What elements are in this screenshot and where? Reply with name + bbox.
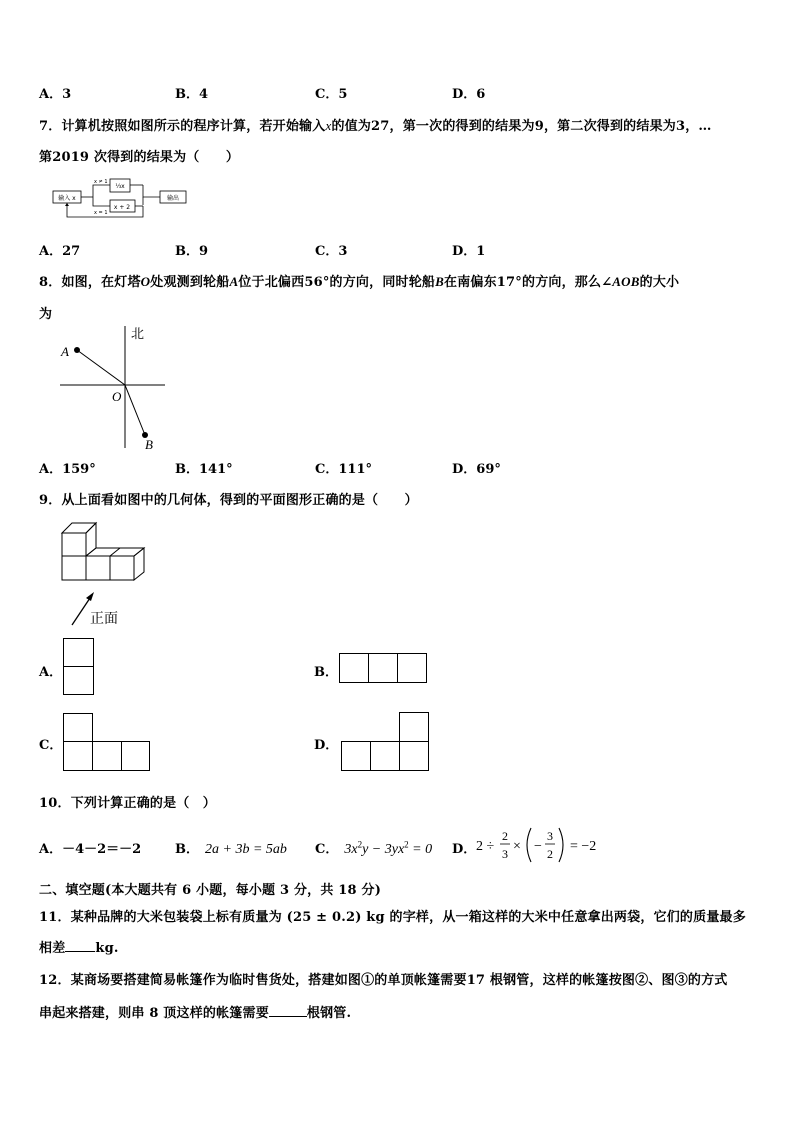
q10-question: 10．下列计算正确的是（ ） (39, 796, 216, 811)
q9-d-cell (399, 741, 429, 771)
q8-text-d: 在南偏东17°的方向，那么∠ (444, 275, 613, 290)
q9-option-a-label: A． (39, 665, 63, 680)
q8-question-line2: 为 (39, 307, 53, 322)
q9-b-cell (339, 653, 369, 683)
flow-output-text: 输出 (166, 195, 180, 202)
q8-text-c: 位于北偏西56°的方向，同时轮船 (238, 275, 436, 290)
q7-option-d: D．1 (452, 244, 486, 259)
label-b: B (145, 437, 153, 452)
d-right-paren (559, 828, 563, 862)
q6-option-d: D．6 (452, 87, 486, 102)
q6-option-c: C．5 (315, 87, 348, 102)
flow-cond-ne: x ≠ 1 (94, 179, 108, 185)
q11-text-b: kg. (95, 941, 119, 956)
q10-option-a (39, 838, 141, 857)
flow-op1-text: ⅓x (115, 183, 125, 190)
q7-var-x: x (325, 118, 332, 133)
q7-question-line2: 第2019 次得到的结果为（ ） (39, 150, 240, 165)
flow-op2-text: x + 2 (113, 204, 131, 211)
q9-c-cell (63, 741, 93, 771)
q9-option-c-label: C． (39, 738, 63, 753)
q8-option-c: C．111° (315, 462, 372, 477)
q9-b-cell (368, 653, 398, 683)
label-a: A (61, 344, 69, 359)
q8-var-aob: AOB (612, 274, 640, 289)
q10-c-sup: 2 (404, 839, 409, 850)
q8-var-a: A (229, 274, 239, 289)
q7-option-c: C．3 (315, 244, 348, 259)
section-2-title: 二、填空题(本大题共有 6 小题，每小题 3 分，共 18 分) (39, 883, 382, 898)
q9-option-d-label: D． (314, 738, 339, 753)
q11-question-line1: 11．某种品牌的大米包装袋上标有质量为 (25 ± 0.2) kg 的字样，从一箱这样的大米中任意拿出两袋，它们的质量最多 (39, 910, 746, 925)
q8-option-b: B．141° (175, 462, 233, 477)
q10-option-d-expr (474, 822, 604, 868)
q12-text-b: 根钢管. (306, 1006, 352, 1021)
q9-a-cell (63, 638, 94, 667)
q7-question-line1 (39, 115, 712, 134)
q10-c-expr-1: 3x (344, 842, 358, 857)
q10-b-label: B． (175, 842, 199, 857)
q9-solid-figure (52, 518, 152, 630)
d-num1: 2 (502, 829, 508, 843)
d-den1: 3 (502, 847, 508, 861)
q9-option-b-label: B． (314, 665, 338, 680)
q12-answer-blank (269, 1016, 307, 1017)
q7-option-a: A．27 (39, 244, 81, 259)
label-o: O (112, 389, 122, 404)
q10-option-d-label: D． (452, 842, 477, 857)
q6-option-a: A．3 (39, 87, 72, 102)
north-label: 北 (131, 327, 145, 342)
front-arrow (72, 598, 90, 625)
q8-question-line1 (39, 271, 679, 290)
q10-b-expr: 2a + 3b = 5ab (205, 842, 287, 857)
q8-text-e: 的大小 (639, 275, 680, 290)
d-part1: 2 ÷ (476, 839, 495, 854)
q8-option-d: D．69° (452, 462, 501, 477)
q10-c-label: C． (315, 842, 339, 857)
q9-d-cell (399, 712, 429, 742)
q10-a-label: A． (39, 842, 63, 857)
q9-question: 9．从上面看如图中的几何体，得到的平面图形正确的是（ ） (39, 493, 418, 508)
q10-option-c (315, 838, 432, 858)
q7-text-b: 的值为27，第一次的得到的结果为9，第二次得到的结果为3，… (331, 119, 712, 134)
q8-var-b: B (435, 274, 444, 289)
d-num2: 3 (547, 829, 553, 843)
q8-compass-figure (55, 318, 175, 453)
q8-var-o: O (140, 274, 151, 289)
q9-a-cell (63, 666, 94, 695)
q8-option-a: A．159° (39, 462, 96, 477)
q10-c-expr (344, 839, 433, 857)
q9-c-cell (63, 713, 93, 742)
d-times: × (513, 839, 521, 854)
q9-c-cell (92, 741, 122, 771)
q10-a-expr: －4－2＝－2 (62, 842, 142, 857)
q7-text-a: 7．计算机按照如图所示的程序计算，若开始输入 (39, 119, 326, 134)
q10-c-sup: 2 (357, 839, 363, 850)
q11-answer-blank (65, 951, 95, 952)
d-result: = −2 (570, 839, 597, 854)
front-label: 正面 (90, 611, 118, 627)
q12-question-line2 (39, 1002, 351, 1021)
q7-option-b: B．9 (175, 244, 209, 259)
q7-flowchart (50, 175, 200, 225)
q9-d-cell (370, 741, 400, 771)
q10-c-expr-3: = 0 (408, 842, 433, 857)
flow-cond-eq: x = 1 (94, 210, 108, 216)
ray-ob (125, 385, 145, 435)
q10-c-expr-2: y − 3yx (362, 842, 405, 857)
q11-text-a: 相差 (39, 941, 66, 956)
q9-b-cell (397, 653, 427, 683)
q6-option-b: B．4 (175, 87, 209, 102)
q11-question-line2 (39, 937, 119, 956)
q9-c-cell (121, 741, 150, 771)
q10-option-b (175, 838, 287, 858)
point-a (74, 347, 80, 353)
d-minus: − (534, 839, 542, 854)
ray-oa (77, 350, 125, 385)
q12-text-a: 串起来搭建，则串 8 顶这样的帐篷需要 (39, 1006, 269, 1021)
d-den2: 2 (547, 847, 553, 861)
flow-input-text: 输入 x (58, 195, 76, 202)
q8-text-b: 处观测到轮船 (150, 275, 230, 290)
q12-question-line1: 12．某商场要搭建简易帐篷作为临时售货处，搭建如图①的单顶帐篷需要17 根钢管，这样的帐篷按图②、图③的方式 (39, 973, 728, 988)
d-left-paren (527, 828, 531, 862)
q9-d-cell (341, 741, 371, 771)
q8-text-a: 8．如图，在灯塔 (39, 275, 141, 290)
